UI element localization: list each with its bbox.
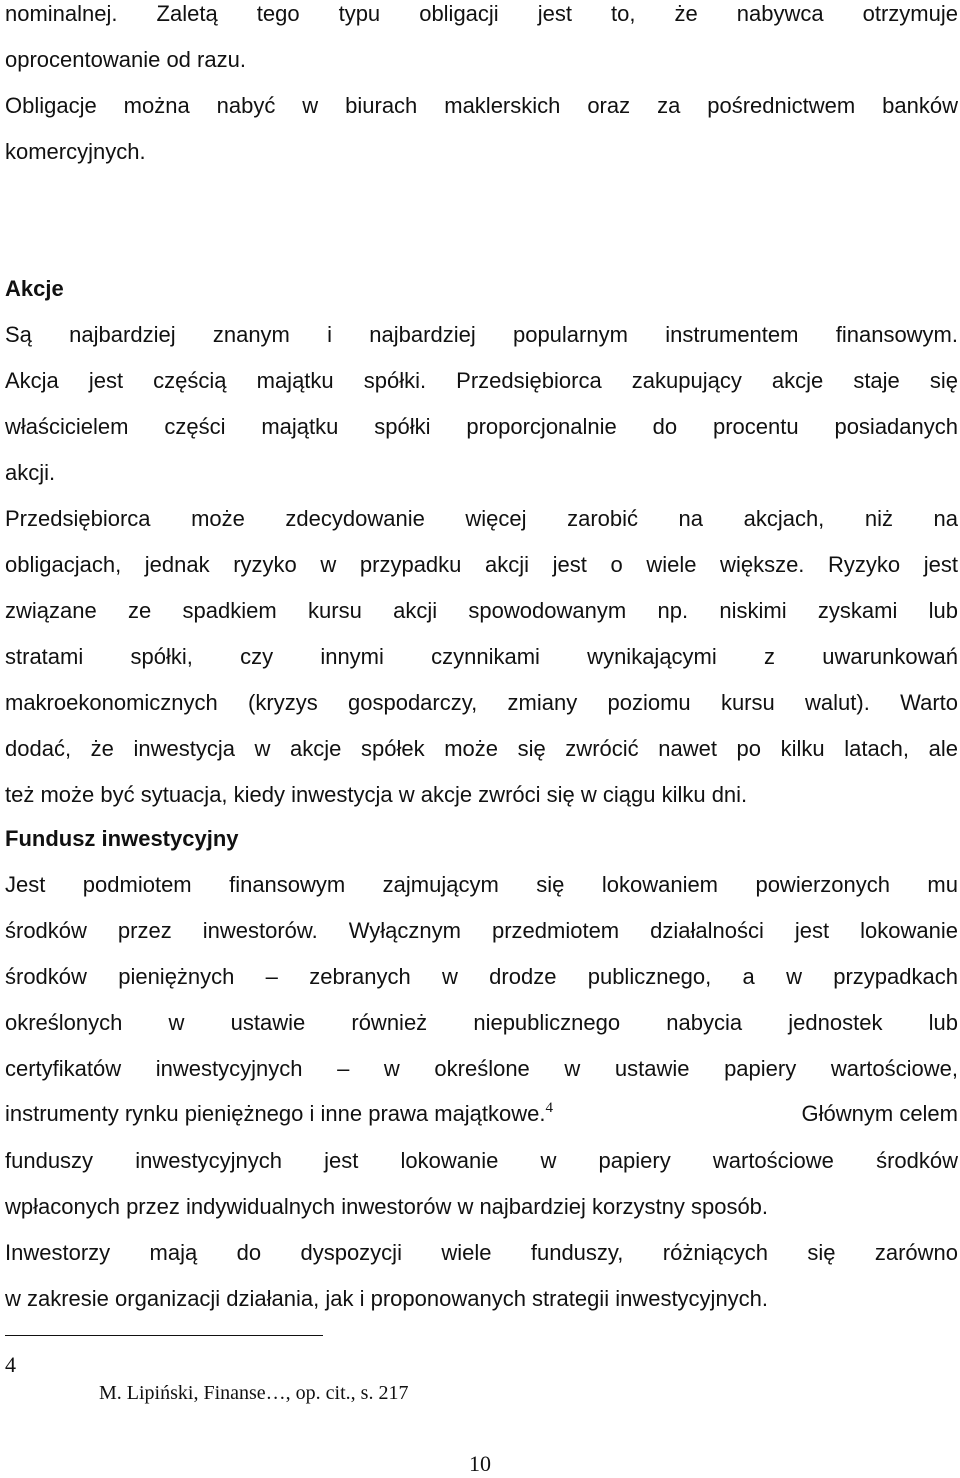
paragraph-line: w zakresie organizacji działania, jak i proponowanych strategii inwestycyjnych.	[5, 1286, 769, 1311]
section-heading-akcje: Akcje	[5, 276, 64, 301]
paragraph-line: certyfikatów inwestycyjnych – w określone w ustawie papiery wartościowe,	[5, 1056, 958, 1081]
footnote-text: M. Lipiński, Finanse…, op. cit., s. 217	[99, 1382, 409, 1404]
paragraph-line: funduszy inwestycyjnych jest lokowanie w papiery wartościowe środków	[5, 1148, 958, 1173]
line-text: instrumenty rynku pieniężnego i inne prawa majątkowe.	[5, 1101, 546, 1126]
paragraph-line: określonych w ustawie również niepublicznego nabycia jednostek lub	[5, 1010, 958, 1035]
paragraph-line: właścicielem części majątku spółki proporcjonalnie do procentu posiadanych	[5, 414, 958, 439]
line-text-end: Głównym celem	[801, 1101, 958, 1126]
paragraph-line: makroekonomicznych (kryzys gospodarczy, zmiany poziomu kursu walut). Warto	[5, 690, 958, 715]
paragraph-line: Jest podmiotem finansowym zajmującym się lokowaniem powierzonych mu	[5, 872, 958, 897]
paragraph-line: Przedsiębiorca może zdecydowanie więcej zarobić na akcjach, niż na	[5, 506, 958, 531]
paragraph-line: związane ze spadkiem kursu akcji spowodowanym np. niskimi zyskami lub	[5, 598, 958, 623]
paragraph-line: komercyjnych.	[5, 139, 146, 164]
footnote-reference[interactable]: 4	[545, 1100, 554, 1116]
paragraph-line: dodać, że inwestycja w akcje spółek może się zwrócić nawet po kilku latach, ale	[5, 736, 958, 761]
paragraph-line: środków pieniężnych – zebranych w drodze publicznego, a w przypadkach	[5, 964, 958, 989]
paragraph-line: oprocentowanie od razu.	[5, 47, 246, 72]
paragraph-line: obligacjach, jednak ryzyko w przypadku akcji jest o wiele większe. Ryzyko jest	[5, 552, 958, 577]
paragraph-line: Obligacje można nabyć w biurach maklerskich oraz za pośrednictwem banków	[5, 93, 958, 118]
paragraph-line: Akcja jest częścią majątku spółki. Przedsiębiorca zakupujący akcje staje się	[5, 368, 958, 393]
document-page	[5, 0, 958, 1478]
paragraph-line: Są najbardziej znanym i najbardziej popularnym instrumentem finansowym.	[5, 322, 958, 347]
footnote-divider	[5, 1335, 323, 1336]
paragraph-line: stratami spółki, czy innymi czynnikami wynikającymi z uwarunkowań	[5, 644, 958, 669]
page-number: 10	[469, 1451, 491, 1476]
paragraph-line: środków przez inwestorów. Wyłącznym przedmiotem działalności jest lokowanie	[5, 918, 958, 943]
paragraph-line: też może być sytuacja, kiedy inwestycja w akcje zwróci się w ciągu kilku dni.	[5, 782, 748, 807]
section-heading-fundusz: Fundusz inwestycyjny	[5, 826, 239, 851]
footnote-number: 4	[5, 1352, 16, 1377]
paragraph-line: akcji.	[5, 460, 56, 485]
paragraph-line: wpłaconych przez indywidualnych inwestorów w najbardziej korzystny sposób.	[5, 1194, 769, 1219]
paragraph-line: nominalnej. Zaletą tego typu obligacji jest to, że nabywca otrzymuje	[5, 1, 958, 26]
paragraph-line-with-footnote	[5, 1101, 958, 1127]
paragraph-line: Inwestorzy mają do dyspozycji wiele funduszy, różniących się zarówno	[5, 1240, 958, 1265]
